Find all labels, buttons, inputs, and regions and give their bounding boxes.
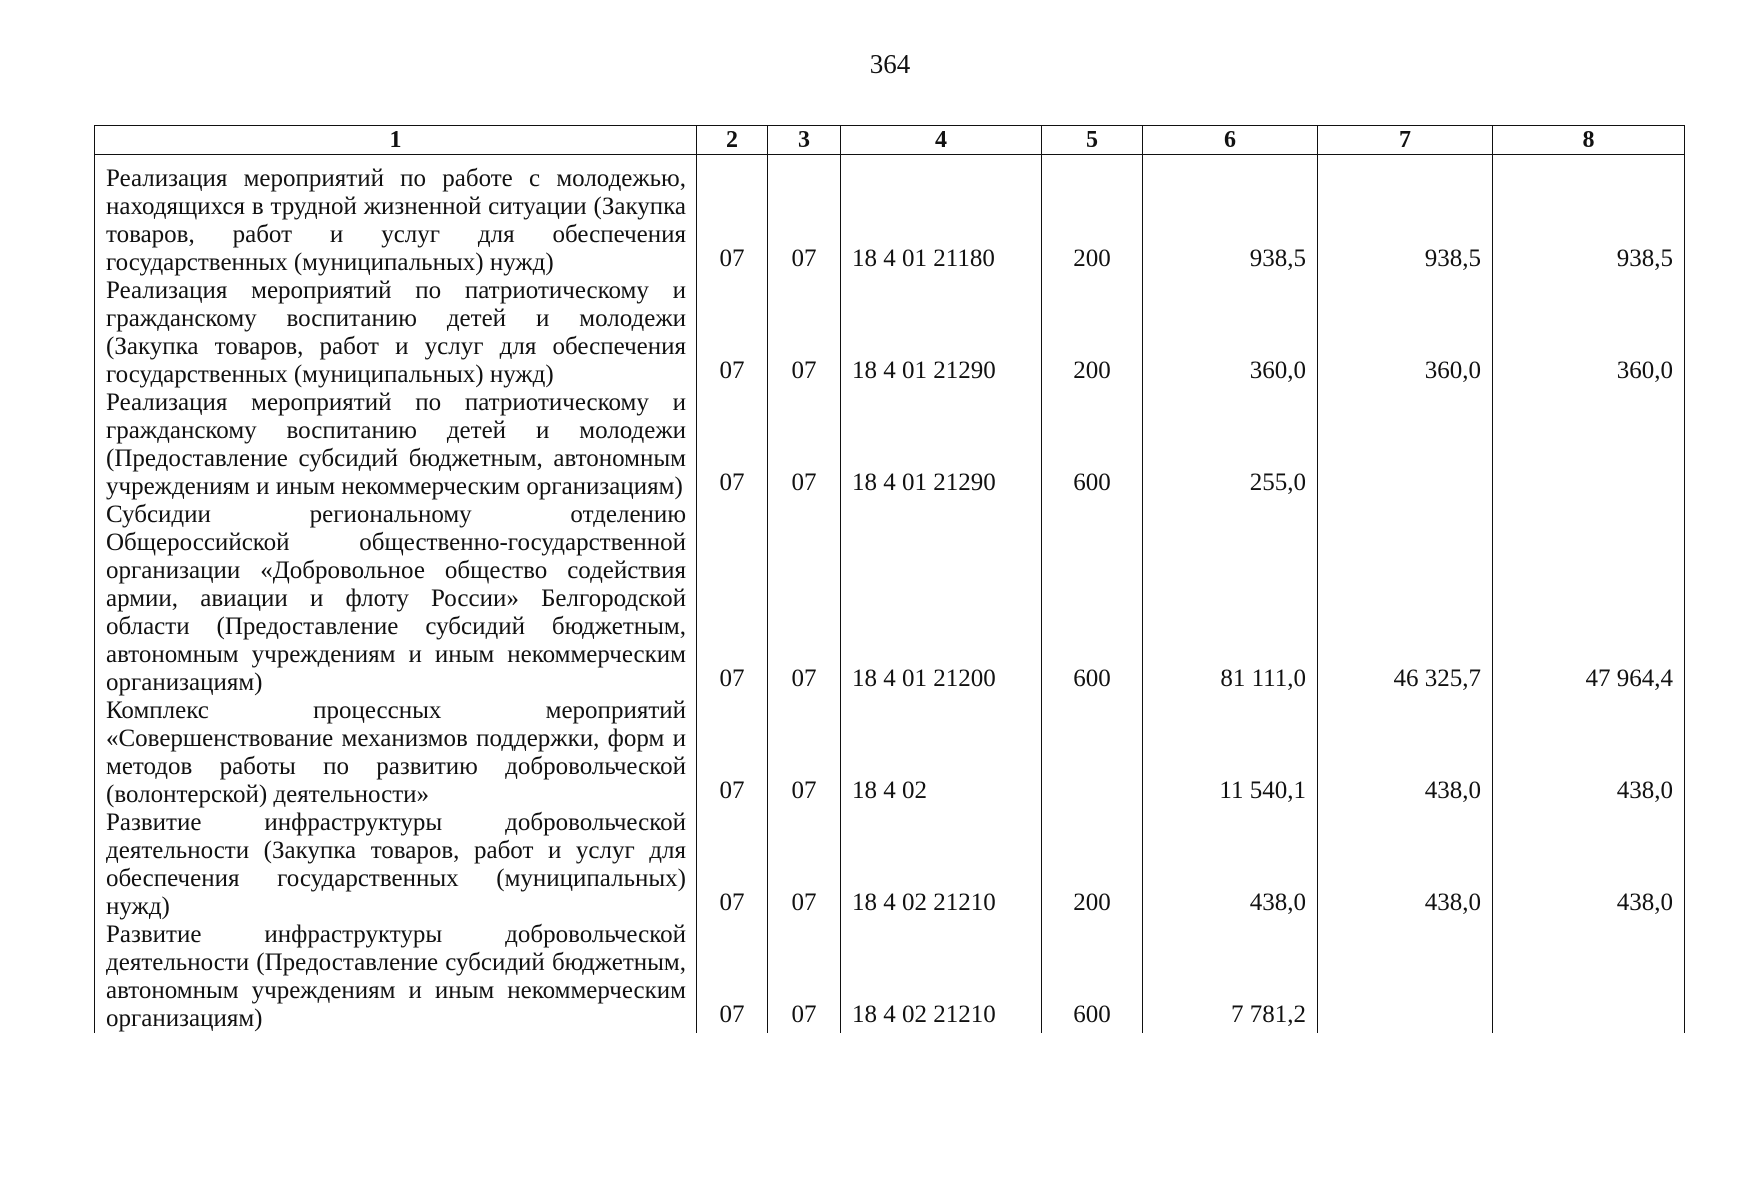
target-article-cell: 18 4 01 21290 <box>841 277 1042 389</box>
amount-col8-cell <box>1493 389 1685 501</box>
expense-type-cell: 200 <box>1042 277 1143 389</box>
budget-table <box>94 125 1685 1033</box>
table-row <box>95 389 1685 501</box>
section-code-cell: 07 <box>697 155 768 278</box>
column-header-5: 5 <box>1042 126 1143 155</box>
row-name-cell: Комплекс процессных мероприятий «Совершенствование механизмов поддержки, форм и методов работы по развитию добровольческой (волонтерской) деятельности» <box>95 697 697 809</box>
subsection-code-cell: 07 <box>768 697 841 809</box>
amount-col6-cell: 438,0 <box>1143 809 1318 921</box>
amount-col8-cell: 938,5 <box>1493 155 1685 278</box>
column-header-8: 8 <box>1493 126 1685 155</box>
amount-col7-cell: 938,5 <box>1318 155 1493 278</box>
section-code-cell: 07 <box>697 921 768 1033</box>
row-name-cell: Развитие инфраструктуры добровольческой деятельности (Предоставление субсидий бюджетным, автономным учреждениям и иным некоммерческим организациям) <box>95 921 697 1033</box>
amount-col7-cell: 438,0 <box>1318 697 1493 809</box>
subsection-code-cell: 07 <box>768 155 841 278</box>
amount-col7-cell: 360,0 <box>1318 277 1493 389</box>
section-code-cell: 07 <box>697 697 768 809</box>
row-name-cell: Реализация мероприятий по работе с молодежью, находящихся в трудной жизненной ситуации (Закупка товаров, работ и услуг для обеспечения государственных (муниципальных) нужд) <box>95 155 697 278</box>
amount-col8-cell: 438,0 <box>1493 809 1685 921</box>
subsection-code-cell: 07 <box>768 809 841 921</box>
subsection-code-cell: 07 <box>768 921 841 1033</box>
row-name-cell: Субсидии региональному отделению Общероссийской общественно-государственной организации «Добровольное общество содействия армии, авиации и флоту России» Белгородской области (Предоставление субсидий бюджетным, автономным учреждениям и иным некоммерческим организациям) <box>95 501 697 697</box>
subsection-code-cell: 07 <box>768 277 841 389</box>
section-code-cell: 07 <box>697 389 768 501</box>
target-article-cell: 18 4 01 21180 <box>841 155 1042 278</box>
section-code-cell: 07 <box>697 501 768 697</box>
amount-col6-cell: 81 111,0 <box>1143 501 1318 697</box>
table-row <box>95 155 1685 278</box>
expense-type-cell: 600 <box>1042 389 1143 501</box>
subsection-code-cell: 07 <box>768 389 841 501</box>
amount-col7-cell <box>1318 921 1493 1033</box>
table-row <box>95 921 1685 1033</box>
amount-col8-cell: 47 964,4 <box>1493 501 1685 697</box>
table-row <box>95 809 1685 921</box>
row-name-cell: Реализация мероприятий по патриотическому и гражданскому воспитанию детей и молодежи (Предоставление субсидий бюджетным, автономным учреждениям и иным некоммерческим организациям) <box>95 389 697 501</box>
expense-type-cell: 200 <box>1042 809 1143 921</box>
target-article-cell: 18 4 02 21210 <box>841 809 1042 921</box>
column-header-6: 6 <box>1143 126 1318 155</box>
amount-col8-cell <box>1493 921 1685 1033</box>
expense-type-cell: 600 <box>1042 501 1143 697</box>
table-header <box>95 126 1685 155</box>
column-header-3: 3 <box>768 126 841 155</box>
target-article-cell: 18 4 01 21200 <box>841 501 1042 697</box>
subsection-code-cell: 07 <box>768 501 841 697</box>
amount-col7-cell: 46 325,7 <box>1318 501 1493 697</box>
section-code-cell: 07 <box>697 277 768 389</box>
amount-col7-cell: 438,0 <box>1318 809 1493 921</box>
row-name-cell: Развитие инфраструктуры добровольческой деятельности (Закупка товаров, работ и услуг для обеспечения государственных (муниципальных) нужд) <box>95 809 697 921</box>
header-row <box>95 126 1685 155</box>
target-article-cell: 18 4 01 21290 <box>841 389 1042 501</box>
section-code-cell: 07 <box>697 809 768 921</box>
table-row <box>95 277 1685 389</box>
expense-type-cell: 600 <box>1042 921 1143 1033</box>
amount-col8-cell: 360,0 <box>1493 277 1685 389</box>
expense-type-cell <box>1042 697 1143 809</box>
column-header-7: 7 <box>1318 126 1493 155</box>
table-row <box>95 501 1685 697</box>
amount-col6-cell: 7 781,2 <box>1143 921 1318 1033</box>
column-header-4: 4 <box>841 126 1042 155</box>
row-name-cell: Реализация мероприятий по патриотическому и гражданскому воспитанию детей и молодежи (Закупка товаров, работ и услуг для обеспечения государственных (муниципальных) нужд) <box>95 277 697 389</box>
amount-col6-cell: 255,0 <box>1143 389 1318 501</box>
column-header-1: 1 <box>95 126 697 155</box>
table-row <box>95 697 1685 809</box>
page-number: 364 <box>869 49 911 79</box>
target-article-cell: 18 4 02 <box>841 697 1042 809</box>
amount-col7-cell <box>1318 389 1493 501</box>
expense-type-cell: 200 <box>1042 155 1143 278</box>
amount-col6-cell: 360,0 <box>1143 277 1318 389</box>
target-article-cell: 18 4 02 21210 <box>841 921 1042 1033</box>
amount-col8-cell: 438,0 <box>1493 697 1685 809</box>
amount-col6-cell: 11 540,1 <box>1143 697 1318 809</box>
amount-col6-cell: 938,5 <box>1143 155 1318 278</box>
column-header-2: 2 <box>697 126 768 155</box>
table-body <box>95 155 1685 1034</box>
